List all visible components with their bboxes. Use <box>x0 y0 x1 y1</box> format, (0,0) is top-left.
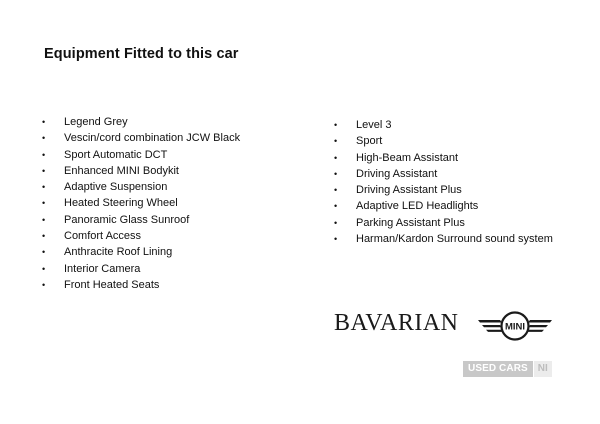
equipment-item-label: Adaptive LED Headlights <box>356 200 479 213</box>
bullet-icon: • <box>334 234 338 245</box>
equipment-item-label: Legend Grey <box>64 116 128 128</box>
bullet-icon: • <box>334 136 338 147</box>
bullet-icon: • <box>42 117 46 127</box>
bullet-icon: • <box>42 165 46 176</box>
used-cars-label: USED CARS <box>463 361 533 377</box>
region-label: NI <box>534 361 552 377</box>
equipment-list-left <box>42 114 240 293</box>
equipment-item-label: Interior Camera <box>64 262 141 275</box>
equipment-item <box>334 182 553 198</box>
equipment-item-label: Enhanced MINI Bodykit <box>64 164 179 177</box>
equipment-item <box>42 179 240 195</box>
equipment-item <box>334 150 553 166</box>
equipment-item-label: Sport Automatic DCT <box>64 148 168 161</box>
equipment-item-label: Vescin/cord combination JCW Black <box>64 132 241 145</box>
equipment-item <box>42 277 240 293</box>
bullet-icon: • <box>334 152 338 163</box>
equipment-item <box>334 198 553 214</box>
equipment-item-label: Harman/Kardon Surround sound system <box>356 233 553 246</box>
bullet-icon: • <box>42 182 46 193</box>
bullet-icon: • <box>334 185 338 196</box>
equipment-item-label: Adaptive Suspension <box>64 181 168 194</box>
equipment-item <box>42 212 240 228</box>
bullet-icon: • <box>42 149 46 160</box>
bullet-icon: • <box>42 214 46 225</box>
mini-logo-icon <box>476 310 554 344</box>
bullet-icon: • <box>334 217 338 228</box>
equipment-list-right <box>334 117 553 247</box>
bullet-icon: • <box>42 263 46 274</box>
bullet-icon: • <box>334 168 338 179</box>
equipment-item <box>334 231 553 247</box>
dealer-name: BAVARIAN <box>334 310 459 336</box>
equipment-item-label: Driving Assistant Plus <box>356 184 462 197</box>
equipment-item-label: Heated Steering Wheel <box>64 197 178 210</box>
bullet-icon: • <box>42 247 46 258</box>
equipment-item-label: Sport <box>356 135 383 148</box>
equipment-item-label: Level 3 <box>356 119 392 131</box>
equipment-item-label: Driving Assistant <box>356 167 438 180</box>
equipment-item-label: Comfort Access <box>64 230 142 243</box>
equipment-item <box>42 130 240 146</box>
bullet-icon: • <box>334 120 338 130</box>
equipment-item <box>42 114 240 130</box>
equipment-item-label: Anthracite Roof Lining <box>64 246 173 259</box>
equipment-item <box>334 215 553 231</box>
equipment-item-label: Panoramic Glass Sunroof <box>64 213 190 226</box>
equipment-item <box>334 133 553 149</box>
equipment-item <box>42 261 240 277</box>
mini-logo-text: MINI <box>504 321 526 333</box>
equipment-item <box>334 166 553 182</box>
equipment-item-label: Parking Assistant Plus <box>356 216 465 229</box>
page-title: Equipment Fitted to this car <box>44 46 239 62</box>
equipment-item <box>42 228 240 244</box>
bullet-icon: • <box>42 231 46 242</box>
equipment-item <box>42 244 240 260</box>
bullet-icon: • <box>42 198 46 209</box>
bullet-icon: • <box>42 133 46 144</box>
equipment-item <box>42 195 240 211</box>
equipment-item-label: Front Heated Seats <box>64 278 160 291</box>
bullet-icon: • <box>42 279 46 290</box>
equipment-item <box>334 117 553 133</box>
used-cars-badge <box>463 361 552 377</box>
bullet-icon: • <box>334 201 338 212</box>
equipment-item <box>42 147 240 163</box>
equipment-item-label: High-Beam Assistant <box>356 151 459 164</box>
equipment-item <box>42 163 240 179</box>
